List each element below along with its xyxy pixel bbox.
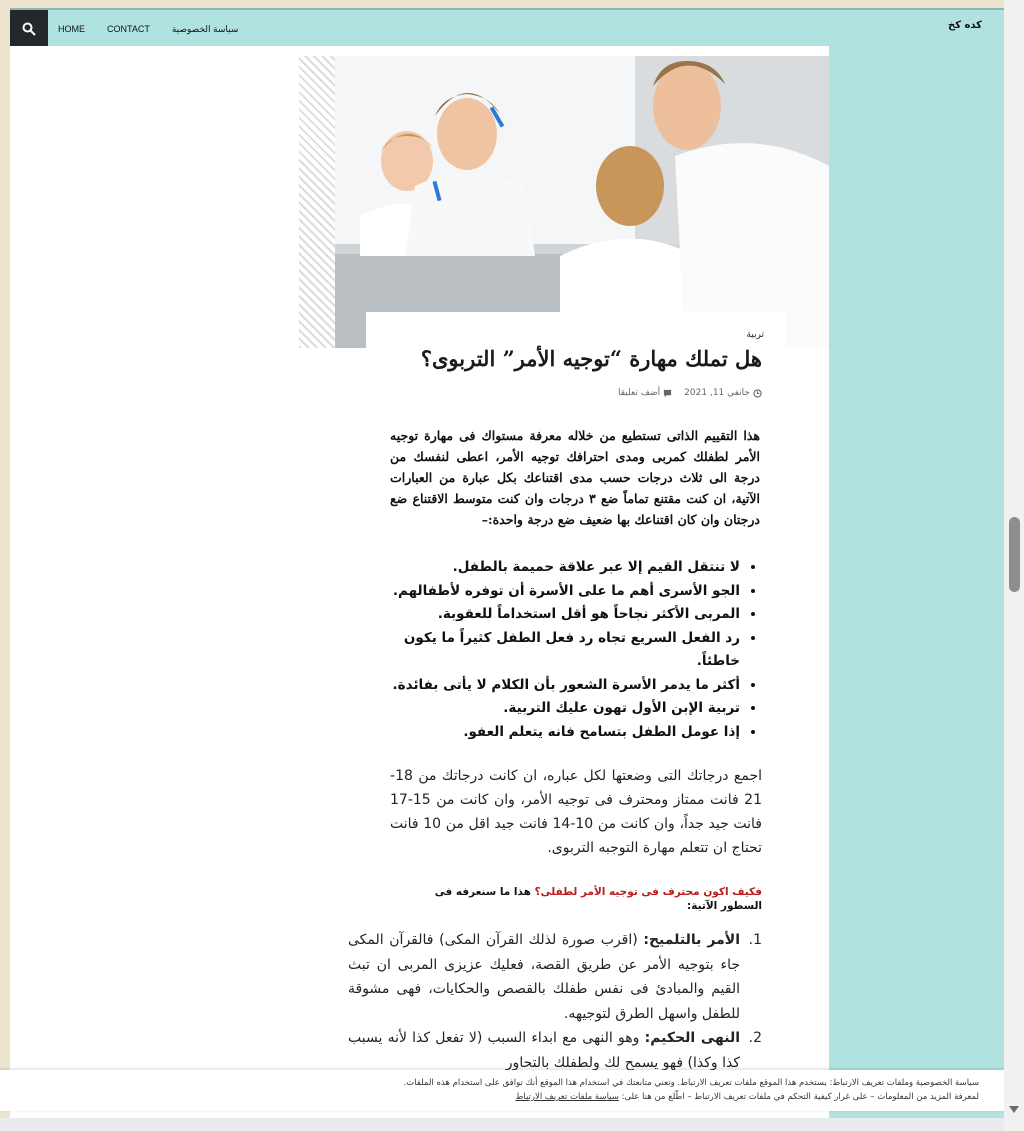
section-question [390,885,762,913]
list-item [348,928,762,1026]
comment-link-text: أضف تعليقا [618,388,661,398]
clock-icon [753,389,762,398]
category-link[interactable]: تربية [746,330,764,340]
decorative-stripes [299,56,339,348]
site-title[interactable]: كده كخ [948,20,982,31]
list-item: • المربى الأكثر نجاحاً هو أقل استخداماً للعقوبة. [360,603,740,627]
nav-privacy[interactable]: سياسة الخصوصية [171,23,239,34]
statements-list [360,556,762,744]
item-text: وهو النهى مع ابداء السبب (لا تفعل كذا لأنه يسبب كذا وكذا) فهو يسمح لك ولطفلك بالتحاور [348,1030,740,1071]
question-highlight: فكيف اكون محترف فى توجيه الأمر لطفلى؟ [534,886,762,898]
list-item [348,1026,762,1075]
list-item: • إذا عومل الطفل بتسامح فانه يتعلم العفو. [360,721,740,745]
top-bar [10,8,1004,48]
hero-illustration [335,56,829,348]
item-number: 2. [748,1030,762,1046]
article-meta [618,388,762,398]
tips-list [348,928,762,1075]
score-paragraph: اجمع درجاتك التى وضعتها لكل عباره، ان كانت درجاتك من 18-21 فانت ممتاز ومحترف فى توجيه الأمر، وان كانت من 15-17 فانت جيد جداً، وان كانت من 10-14 فانت جيد اقل من 10 فانت تحتاج ان تتعلم مهارة التوجبه التربوى. [390,768,762,856]
hero-image [335,56,829,348]
question-rest: هذا ما سنعرفه فى السطور الآتية: [434,886,762,912]
list-item: • الجو الأسرى أهم ما على الأسرة أن توفره لأطفالهم. [360,580,740,604]
item-heading: الأمر بالتلميح: [643,932,741,948]
cookie-text-1: سياسة الخصوصية وملفات تعريف الارتباط: يستخدم هذا الموقع ملفات تعريف الارتباط. وتعني متابعتك في استخدام هذا الموقع أنك توافق على استخدام هذه الملفات. [403,1078,979,1088]
comment-link[interactable] [618,388,672,398]
item-text: (اقرب صورة لذلك القرآن المكى) فالقرآن المكى جاء بتوجيه الأمر عن طريق القصة، فعليك عزيزى المربى ان تبث القيم والمبادئ فى نفس طفلك بالقصص والحكايات، فهى مشوقة للطفل واسهل الطرق لتوجيهه. [348,932,740,1022]
list-item: • لا تنتقل القيم إلا عبر علاقة حميمة بالطفل. [360,556,740,580]
comment-icon [663,389,672,398]
cookie-text-2-label: لمعرفة المزيد من المعلومات – على غرار كيفية التحكم في ملفات تعريف الارتباط – اطّلع من هنا على: [618,1092,979,1102]
search-button[interactable] [10,10,48,48]
nav-contact[interactable]: CONTACT [107,24,150,34]
cookie-policy-link[interactable]: سياسة ملفات تعريف الارتباط [515,1092,619,1102]
list-item: • تربية الإبن الأول تهون عليك التربية. [360,697,740,721]
scroll-down-arrow-icon[interactable] [1008,1103,1020,1115]
cookie-text-2 [516,1092,979,1102]
item-number: 1. [748,932,762,948]
article-title: هل تملك مهارة “توجيه الأمر” التربوى؟ [420,346,762,371]
post-date-text: جانفي 11, 2021 [684,388,750,398]
list-item: • أكثر ما يدمر الأسرة الشعور بأن الكلام لا يأتى بفائدة. [360,674,740,698]
search-icon [22,22,36,36]
cookie-banner [0,1070,1007,1111]
bottom-strip [0,1118,1004,1131]
item-heading: النهى الحكيم: [644,1030,741,1046]
intro-paragraph: هذا التقييم الذاتى تستطيع من خلاله معرفة مستواك فى مهارة توجيه الأمر لطفلك كمربى ومدى احترافك توجيه الأمر، اعطى لنفسك من درجة الى ثلاث درجات حسب مدى اقتناعك بكل عبارة من العبارات الآتية، ان كنت مقتنع تماماً ضع ٣ درجات وان كنت متوسط الاقتناع ضع درجتان وان كان اقتناعك بها ضعيف ضع درجة واحدة:– [390,428,760,527]
scrollbar-thumb[interactable] [1009,517,1020,592]
post-date[interactable] [684,388,762,398]
main-nav [58,10,238,48]
list-item: • رد الفعل السريع تجاه رد فعل الطفل كثيراً ما يكون خاطئاً. [360,627,740,674]
article-card [348,312,786,1112]
nav-home[interactable]: HOME [58,24,85,34]
